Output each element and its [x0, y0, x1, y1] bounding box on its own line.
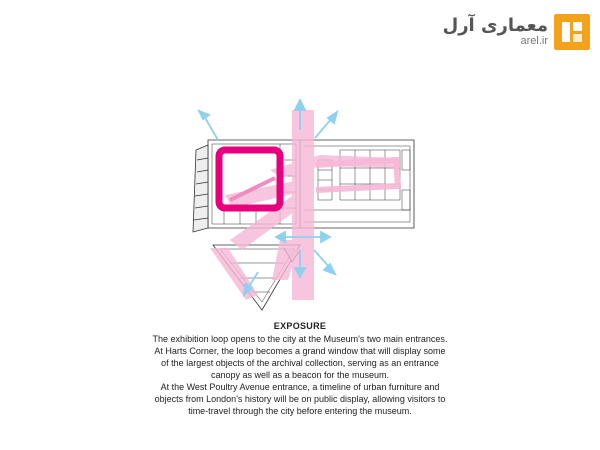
logo-domain-text: arel.ir	[520, 35, 548, 47]
arrow-up-left-icon	[199, 111, 218, 140]
caption-paragraph-2: At the West Poultry Avenue entrance, a timeline of urban furniture and objects from London's history will be on public display, allowing visitors to time-travel through the city before entering the museum.	[154, 382, 446, 416]
caption	[150, 320, 450, 417]
caption-title: EXPOSURE	[273, 321, 327, 331]
caption-paragraph-1: The exhibition loop opens to the city at the Museum's two main entrances. At Harts Corner, the loop becomes a grand window that will display some of the largest objects of the archival collection, serving as an entrance canopy as well as a beacon for the museum.	[152, 334, 448, 380]
logo-main-text: معماری آرل	[442, 15, 548, 36]
